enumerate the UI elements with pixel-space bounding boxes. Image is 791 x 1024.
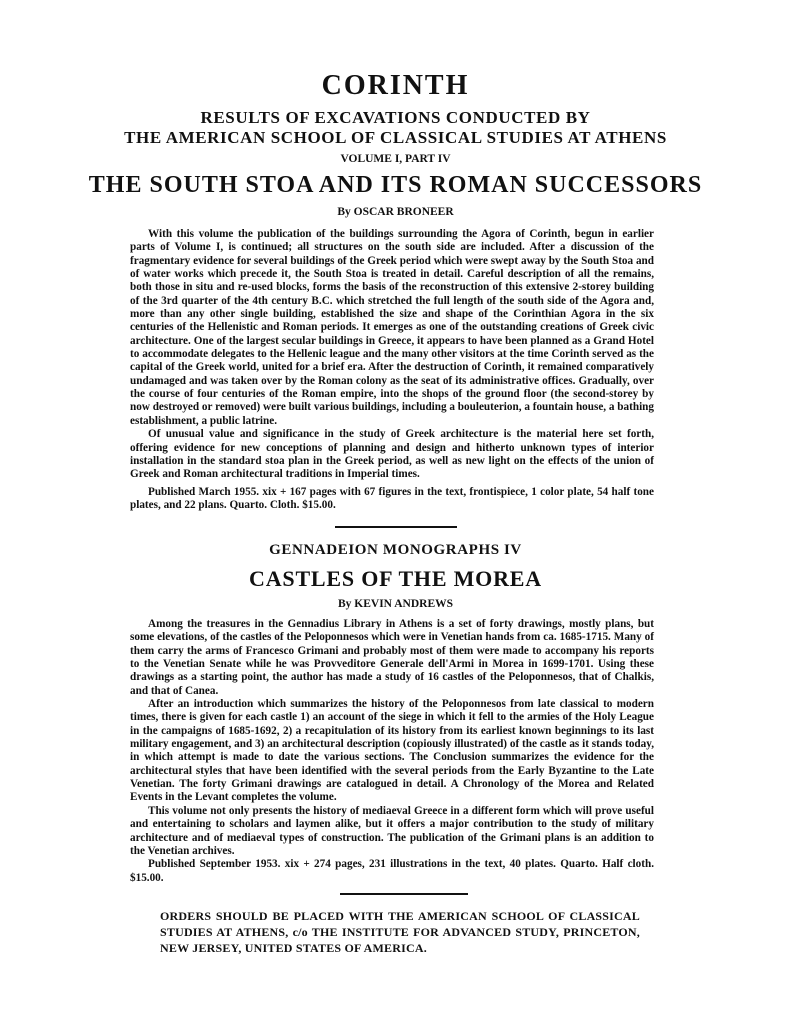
book2-publication-info: Published September 1953. xix + 274 pages, 231 illustrations in the text, 40 plates. Quarto. Half cloth. $15.00.: [130, 858, 654, 884]
book1-publication-info: Published March 1955. xix + 167 pages with 67 figures in the text, frontispiece, 1 color plate, 54 half tone plates, and 22 plans. Quarto. Cloth. $15.00.: [130, 485, 654, 511]
book2-paragraph: This volume not only presents the history of mediaeval Greece in a different form which will prove useful and entertaining to scholars and laymen alike, but it offers a major contribution to the study of military architecture and of mediaeval types of construction. The publication of the Grimani plans is an addition to the Venetian archives.: [130, 804, 654, 857]
book2-series: GENNADEION MONOGRAPHS IV: [269, 542, 522, 558]
book2-paragraph: After an introduction which summarizes the history of the Peloponnesos from late classical to modern times, there is given for each castle 1) an account of the siege in which it fell to the armies of the Holy League in the campaigns of 1685-1692, 2) a recapitulation of its history from its earliest known beginnings to its last military engagement, and 3) an architectural description (copiously illustrated) of the castle as it stands today, in which attempt is made to date the various sections. The Conclusion summarizes the evidence for the architectural styles that have been identified with the several periods from the Early Byzantine to the Late Venetian. The forty Grimani drawings are catalogued in detail. A Chronology of the Morea and Related Events in the Levant completes the volume.: [130, 698, 654, 804]
subtitle-line-1: RESULTS OF EXCAVATIONS CONDUCTED BY: [200, 108, 591, 127]
divider-rule: [340, 893, 468, 895]
series-title: CORINTH: [321, 70, 470, 101]
book2-title: CASTLES OF THE MOREA: [249, 566, 542, 591]
book1-paragraph: With this volume the publication of the buildings surrounding the Agora of Corinth, begun in earlier parts of Volume I, is continued; all structures on the south side are included. After a discussion of the fragmentary evidence for several buildings of the Greek period which were swept away by the South Stoa and of water works which precede it, the South Stoa is treated in detail. Careful description of all the remains, both those in situ and re-used blocks, forms the basis of the reconstruction of this extensive 2-storey building of the 3rd quarter of the 4th century B.C. which stretched the full length of the south side of the Agora and, more than any other single building, established the size and shape of the Corinthian Agora in the six centuries of the Hellenistic and Roman periods. It emerges as one of the outstanding creations of Greek civic architecture. One of the largest secular buildings in Greece, it appears to have been planned as a Grand Hotel to accommodate delegates to the Hellenic league and the many other visitors at the time Corinth served as the capital of the Greek world, united for a brief era. After the destruction of Corinth, it remained comparatively undamaged and was taken over by the Roman colony as the seat of its administrative offices. Gradually, over the course of four centuries of the Roman empire, into the shops of the ground floor (the second-storey by now destroyed or removed) were built various buildings, including a bouleuterion, a fountain house, a bathing establishment, a public latrine.: [130, 228, 654, 427]
book2-author: By KEVIN ANDREWS: [337, 598, 454, 610]
subtitle-line-2: THE AMERICAN SCHOOL OF CLASSICAL STUDIES AT ATHENS: [124, 128, 667, 147]
book1-author: By OSCAR BRONEER: [337, 206, 454, 218]
divider-rule: [335, 526, 457, 528]
book1-description: [130, 228, 654, 512]
book1-paragraph: Of unusual value and significance in the study of Greek architecture is the material here set forth, offering evidence for new conceptions of planning and design and hitherto unknown types of interior installation in the standard stoa plan in the Greek period, as well as new light on the effects of the union of Greek and Roman architectural traditions in Imperial times.: [130, 428, 654, 481]
volume-label: VOLUME I, PART IV: [340, 153, 451, 165]
book2-description: [130, 618, 654, 885]
orders-notice: ORDERS SHOULD BE PLACED WITH THE AMERICAN SCHOOL OF CLASSICAL STUDIES AT ATHENS, c/o THE INSTITUTE FOR ADVANCED STUDY, PRINCETON, NEW JERSEY, UNITED STATES OF AMERICA.: [160, 909, 640, 955]
book2-paragraph: Among the treasures in the Gennadius Library in Athens is a set of forty drawings, mostly plans, but some elevations, of the castles of the Peloponnesos which were in Venetian hands from ca. 1685-1715. Many of them carry the arms of Francesco Grimani and probably most of them were made to accompany his reports to the Venetian Senate while he was Provveditore Generale dell'Armi in Morea in 1699-1701. Using these drawings as a starting point, the author has made a study of 16 castles of the Peloponnesos, that of Chalkis, and that of Canea.: [130, 618, 654, 697]
series-subtitle: [0, 108, 791, 148]
book1-title: THE SOUTH STOA AND ITS ROMAN SUCCESSORS: [88, 172, 703, 198]
